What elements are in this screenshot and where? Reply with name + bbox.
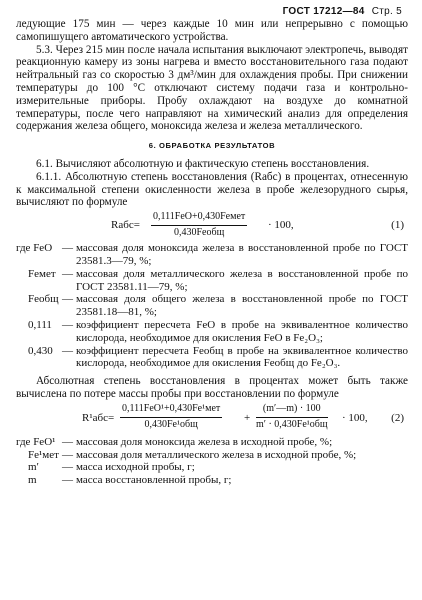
definitions-list-2 xyxy=(16,436,408,487)
definition-symbol: Feмет xyxy=(28,267,56,280)
definition-text: коэффициент пересчета Feобщ в пробе на эквивалентное количество кислорода, необходимое для окисления Feобщ до Fe₂O₃. xyxy=(76,344,408,370)
formula-1 xyxy=(16,211,408,239)
paragraph-continuation: ледующие 175 мин — через каждые 10 мин или непрерывно с помощью самопишущего автоматического устройства. xyxy=(16,18,408,43)
formula-2-plus: + xyxy=(244,411,251,424)
definition-symbol: Fe¹мет xyxy=(28,448,59,461)
definition-row: m′ — масса исходной пробы, г; xyxy=(16,461,408,474)
formula-1-fraction xyxy=(151,211,247,240)
definition-symbol: Feобщ xyxy=(28,293,59,306)
formula-2-number: (2) xyxy=(391,411,404,424)
formula-2-fraction-2 xyxy=(256,403,328,432)
definition-symbol: m′ xyxy=(28,461,39,474)
page-header xyxy=(283,6,402,17)
definition-text: массовая доля металлического железа в исходной пробе, %; xyxy=(76,448,357,461)
formula-2-lhs: R¹абс= xyxy=(82,411,115,424)
formula-2-numerator-1: 0,111FeO¹+0,430Fe¹мет xyxy=(120,403,222,418)
formula-2-denominator-2: m′ · 0,430Fe¹общ xyxy=(256,418,328,430)
definition-text: массовая доля моноксида железа в исходной пробе, %; xyxy=(76,435,333,448)
document-body xyxy=(16,18,408,487)
formula-1-multiplier: · 100, xyxy=(268,219,294,232)
paragraph-6-1: 6.1. Вычисляют абсолютную и фактическую степень восстановления. xyxy=(36,157,370,170)
definition-row: 0,111 — коэффициент пересчета FeO в пробе на эквивалентное количество кислорода, необходимое для окисления FeO в Fe₂O₃; xyxy=(16,319,408,345)
definition-row: Feобщ — массовая доля общего железа в восстановленной пробе по ГОСТ 23581.18—81, %; xyxy=(16,293,408,319)
definition-text: масса восстановленной пробы, г; xyxy=(76,474,232,487)
definition-symbol: где FeO¹ xyxy=(16,435,56,448)
definition-row: 0,430 — коэффициент пересчета Feобщ в пробе на эквивалентное количество кислорода, необходимое для окисления Feобщ до Fe₂O₃. xyxy=(16,345,408,371)
paragraph-6-1-1: 6.1.1. Абсолютную степень восстановления (Rабс) в процентах, отнесенную к максимальной степени окисленности железа в пробе железорудного сырья, вычисляют по формуле xyxy=(16,170,408,209)
paragraph-absolute-degree: Абсолютная степень восстановления в процентах может быть также вычислена по потере массы пробы при восстановлении по формуле xyxy=(16,375,408,400)
definition-text: массовая доля металлического железа в восстановленной пробе по ГОСТ 23581.11—79, %; xyxy=(76,267,408,293)
definition-symbol: 0,111 xyxy=(28,318,52,331)
formula-2-multiplier: · 100, xyxy=(342,411,368,424)
definition-row: где FeO — массовая доля моноксида железа в восстановленной пробе по ГОСТ 23581.3—79, %; xyxy=(16,242,408,267)
formula-2-fraction-1 xyxy=(120,403,222,432)
standard-number: ГОСТ 17212—84 xyxy=(282,6,365,17)
definition-text: коэффициент пересчета FeO в пробе на эквивалентное количество кислорода, необходимое для окисления FeO в Fe₂O₃; xyxy=(76,318,408,344)
definition-text: массовая доля общего железа в восстановленной пробе по ГОСТ 23581.18—81, %; xyxy=(76,293,408,319)
definition-symbol: m xyxy=(28,474,37,487)
page-number: Стр. 5 xyxy=(371,6,402,17)
definitions-list-1 xyxy=(16,242,408,370)
definition-symbol: где FeO xyxy=(16,242,53,255)
paragraph-5-3: 5.3. Через 215 мин после начала испытания выключают электропечь, выводят реакционную камеру из зоны нагрева и вместо восстановительного газа подают нейтральный газ со скоростью 3 дм³/мин для охлаждения пробы. При снижении температуры до 100 °С отключают систему подачи газа и контрольно-измерительные приборы. Пробу охлаждают на воздухе до комнатной температуры, после чего направляют на химический анализ для определения содержания железа общего, моноксида железа и железа металлического. xyxy=(16,43,408,133)
formula-2-numerator-2: (m′—m) · 100 xyxy=(256,403,328,418)
formula-1-numerator: 0,111FeO+0,430Feмет xyxy=(151,211,247,226)
formula-1-lhs: Rабс= xyxy=(111,219,140,232)
formula-1-number: (1) xyxy=(391,219,404,232)
formula-2-denominator-1: 0,430Fe¹общ xyxy=(144,418,198,430)
section-title: 6. ОБРАБОТКА РЕЗУЛЬТАТОВ xyxy=(148,141,276,151)
formula-1-denominator: 0,430Feобщ xyxy=(173,226,225,238)
definition-row: где FeO¹ — массовая доля моноксида железа в исходной пробе, %; xyxy=(16,436,408,449)
definition-text: масса исходной пробы, г; xyxy=(76,461,195,474)
definition-symbol: 0,430 xyxy=(28,344,53,357)
definition-row: m — масса восстановленной пробы, г; xyxy=(16,474,408,487)
definition-text: массовая доля моноксида железа в восстановленной пробе по ГОСТ 23581.3—79, %; xyxy=(76,242,408,267)
definition-row: Feмет — массовая доля металлического железа в восстановленной пробе по ГОСТ 23581.11—79, %; xyxy=(16,268,408,294)
formula-2 xyxy=(16,403,408,433)
definition-row: Fe¹мет — массовая доля металлического железа в исходной пробе, %; xyxy=(16,449,408,462)
